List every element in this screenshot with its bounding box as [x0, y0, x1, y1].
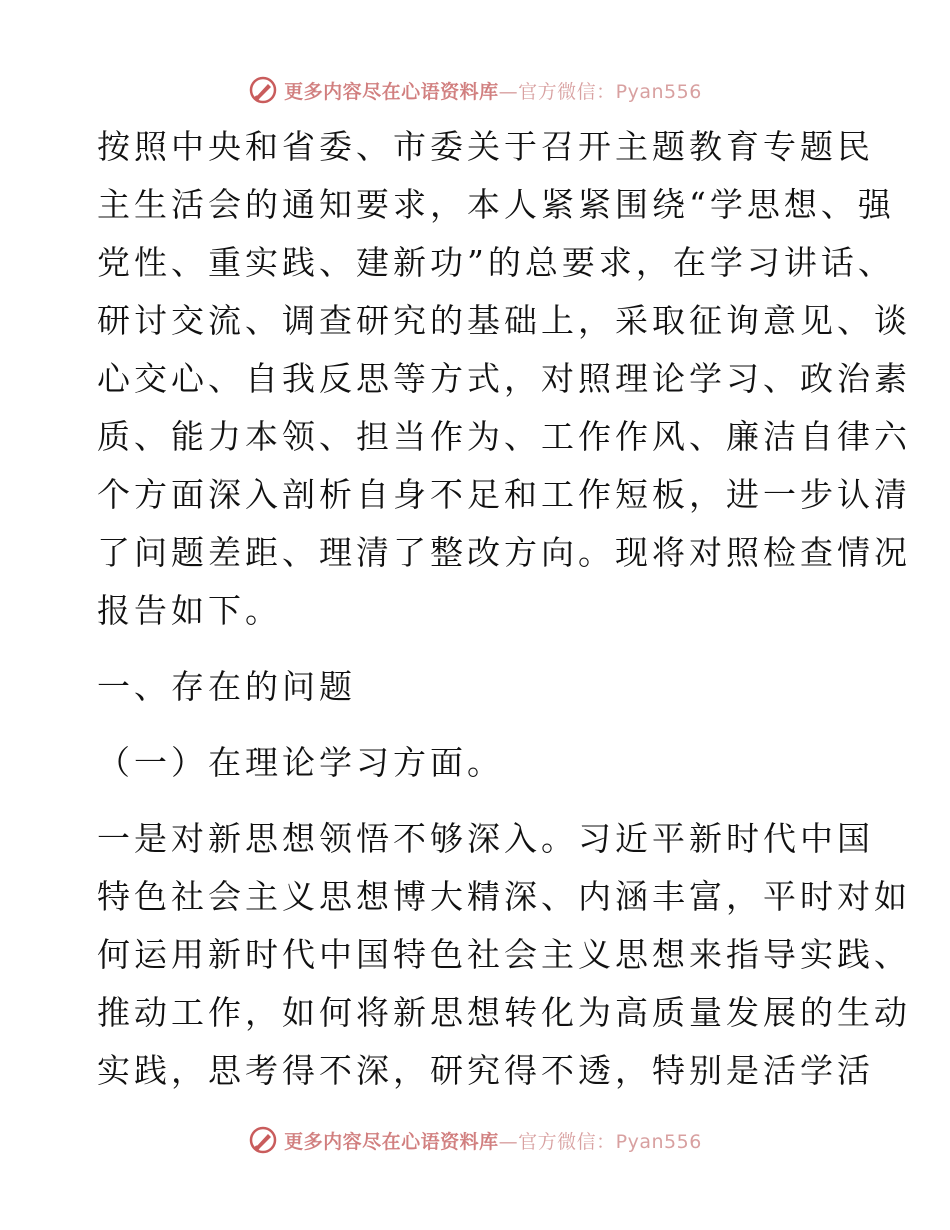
intro-line-8: 了问题差距、理清了整改方向。现将对照检查情况 — [97, 533, 911, 572]
section-heading: 一、存在的问题 — [97, 667, 356, 706]
paragraph-gap — [97, 640, 857, 658]
intro-line-2: 主生活会的通知要求，本人紧紧围绕“学思想、强 — [97, 185, 895, 224]
intro-line-3: 党性、重实践、建新功”的总要求，在学习讲话、 — [97, 243, 895, 282]
section-line-5: 实践，思考得不深，研究得不透，特别是活学活 — [97, 1051, 874, 1090]
intro-line-9: 报告如下。 — [97, 591, 282, 630]
section-line-1: 一是对新思想领悟不够深入。习近平新时代中国 — [97, 819, 874, 858]
subsection-heading: （一）在理论学习方面。 — [97, 743, 504, 782]
header-watermark-banner — [0, 70, 950, 110]
header-watermark-title: 更多内容尽在心语资料库 — [284, 80, 499, 103]
section-line-4: 推动工作，如何将新思想转化为高质量发展的生动 — [97, 993, 911, 1032]
section-line-3: 何运用新时代中国特色社会主义思想来指导实践、 — [97, 935, 911, 974]
intro-line-6: 质、能力本领、担当作为、工作作风、廉洁自律六 — [97, 417, 911, 456]
paragraph-gap — [97, 792, 857, 810]
document-body — [97, 118, 911, 1100]
intro-line-1: 按照中央和省委、市委关于召开主题教育专题民 — [97, 127, 874, 166]
footer-watermark-banner — [0, 1120, 950, 1160]
brush-logo-icon — [248, 75, 278, 105]
footer-watermark-text — [284, 1127, 702, 1154]
footer-watermark-title: 更多内容尽在心语资料库 — [284, 1130, 499, 1153]
header-watermark-text — [284, 77, 702, 104]
intro-line-4: 研讨交流、调查研究的基础上，采取征询意见、谈 — [97, 301, 911, 340]
intro-line-5: 心交心、自我反思等方式，对照理论学习、政治素 — [97, 359, 911, 398]
brush-logo-icon — [248, 1125, 278, 1155]
footer-watermark-contact: —官方微信：Pyan556 — [498, 1130, 702, 1153]
intro-line-7: 个方面深入剖析自身不足和工作短板，进一步认清 — [97, 475, 911, 514]
header-watermark-contact: —官方微信：Pyan556 — [498, 80, 702, 103]
section-line-2: 特色社会主义思想博大精深、内涵丰富，平时对如 — [97, 877, 911, 916]
paragraph-gap — [97, 716, 857, 734]
